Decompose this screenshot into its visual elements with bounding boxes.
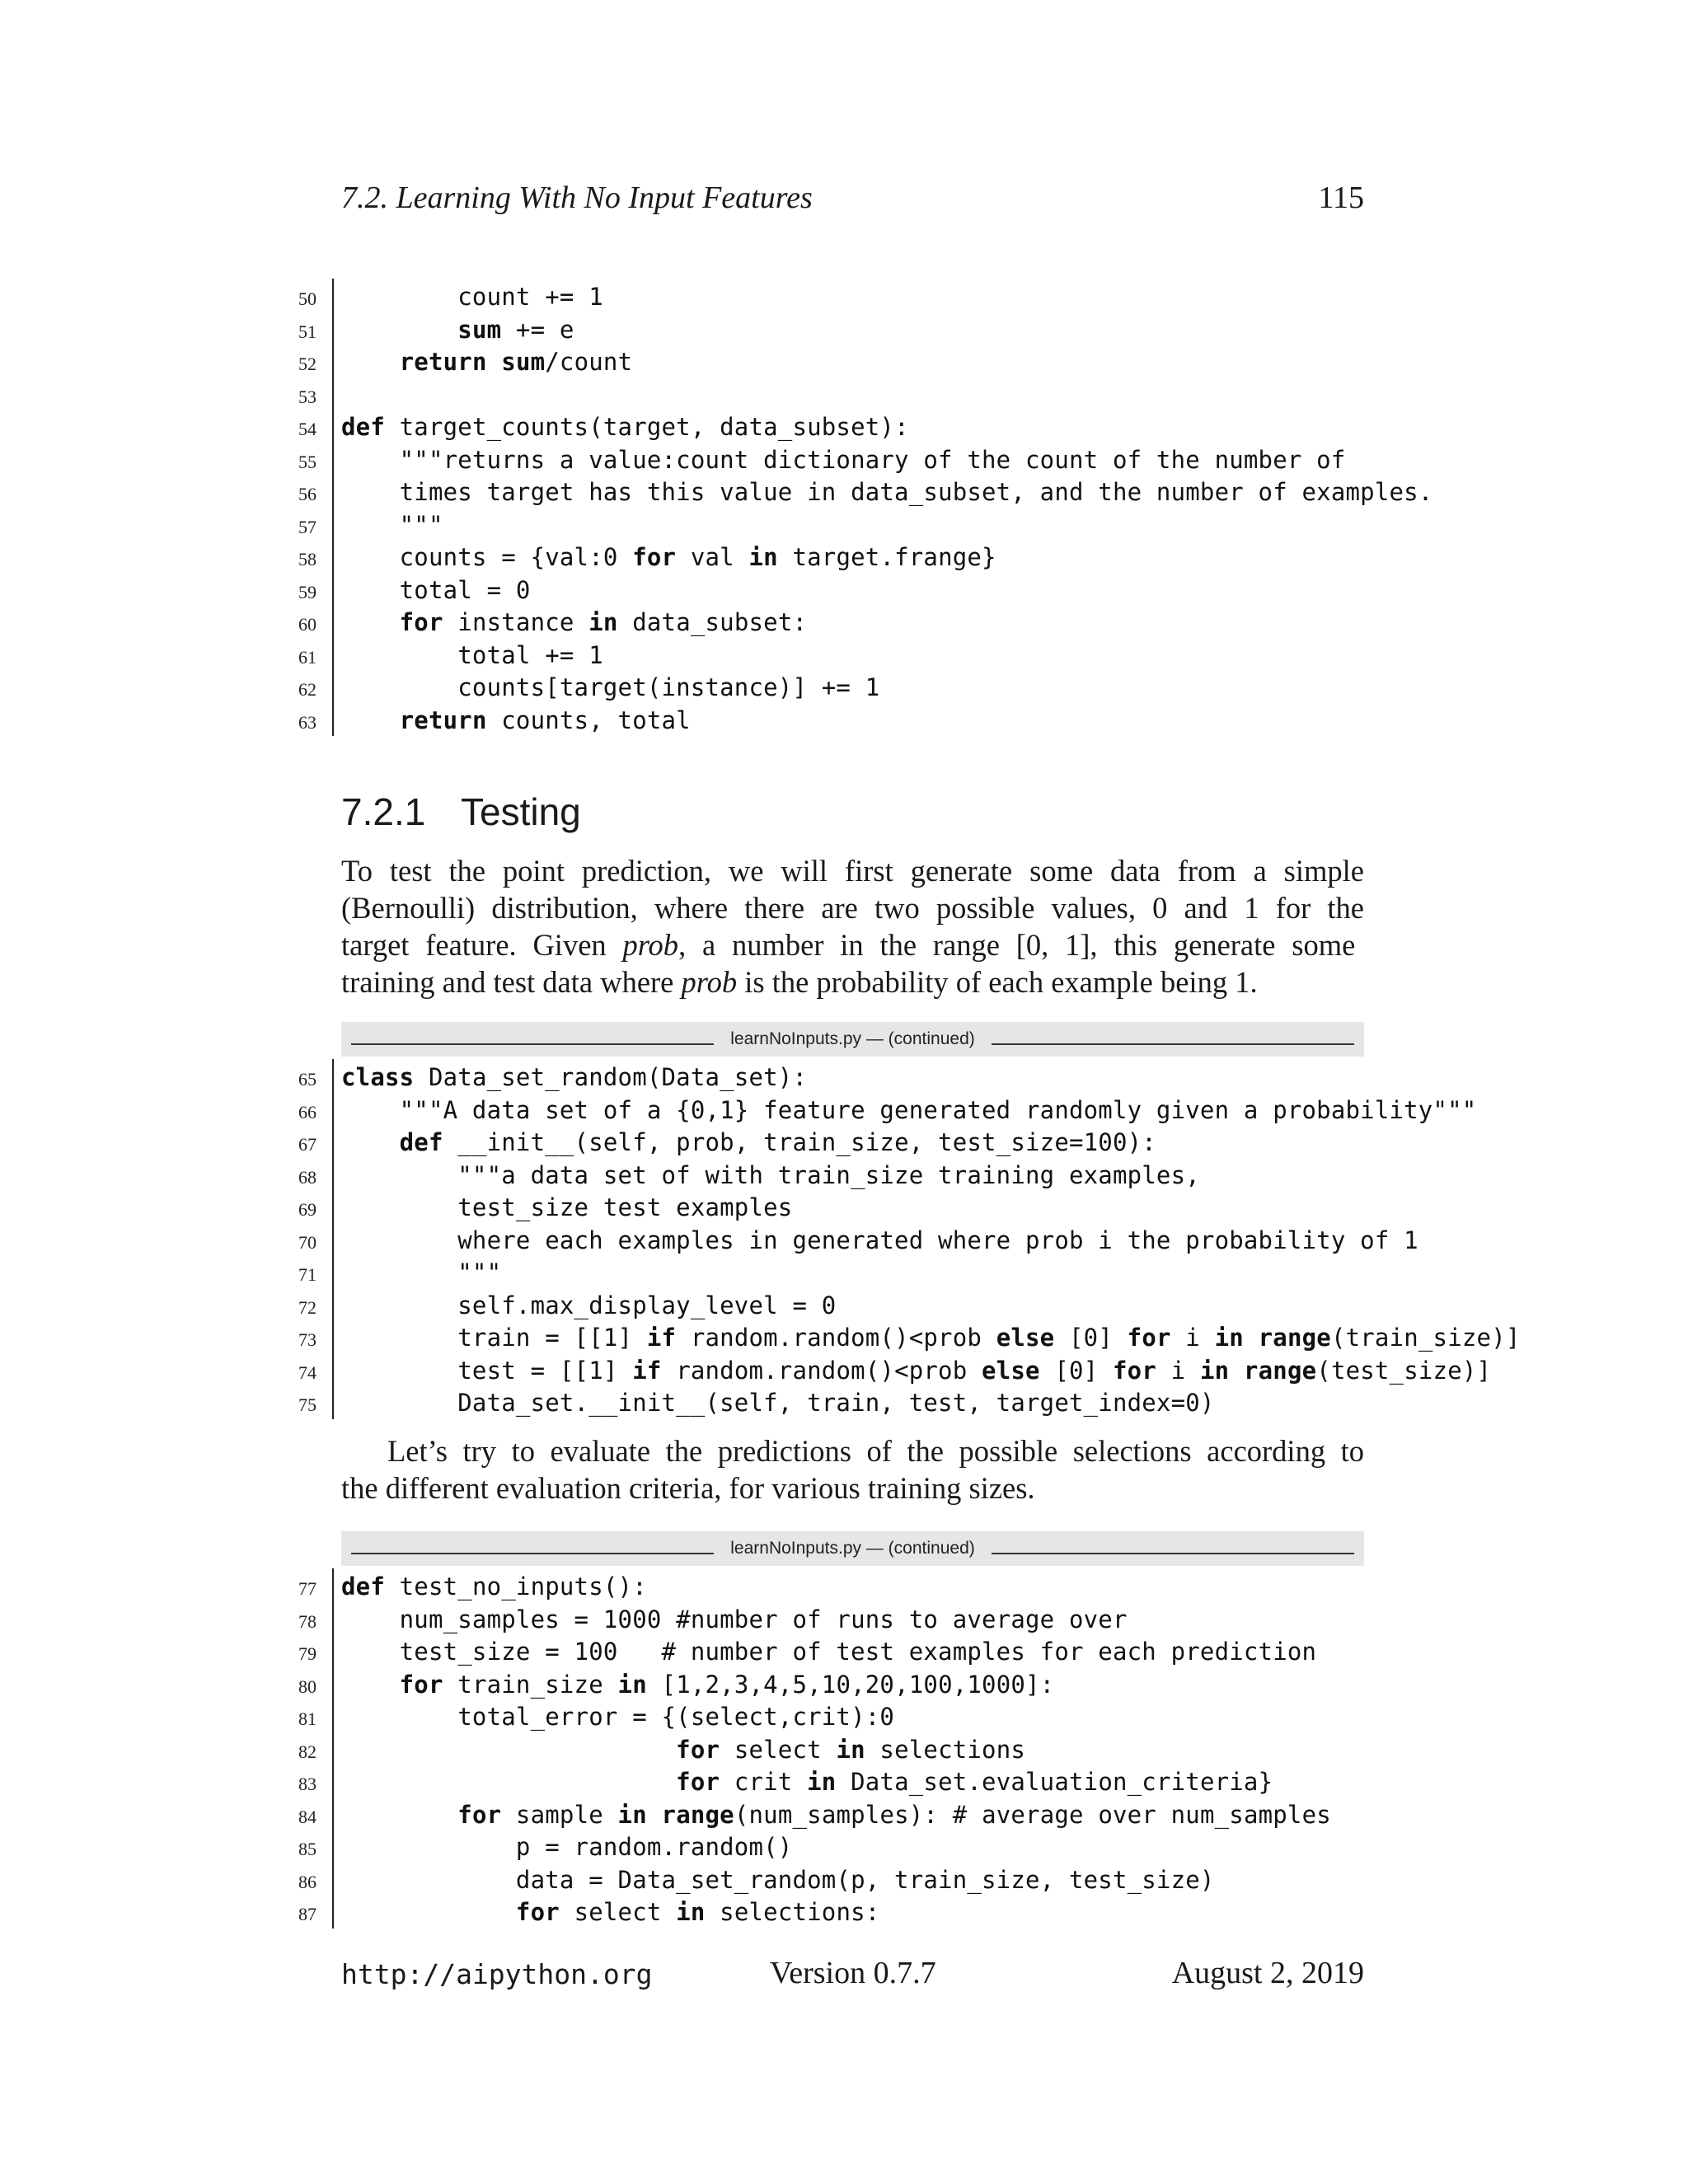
line-number: 83 <box>298 1774 316 1794</box>
code-line <box>0 639 1688 672</box>
line-number: 86 <box>298 1871 316 1892</box>
line-number: 56 <box>298 484 316 504</box>
paragraph-evaluation-intro <box>341 1432 1364 1507</box>
line-number: 78 <box>298 1610 316 1632</box>
keyword: else <box>996 1324 1055 1352</box>
keyword: for <box>1127 1324 1171 1352</box>
code-line <box>0 1126 1688 1159</box>
keyword: else <box>982 1356 1040 1385</box>
code-text: """ <box>341 510 443 539</box>
code-line <box>0 378 1688 411</box>
line-number: 50 <box>298 288 316 309</box>
line-number: 75 <box>298 1394 316 1415</box>
keyword: for <box>632 543 677 571</box>
code-line <box>0 1668 1688 1701</box>
code-text: count += 1 <box>341 283 603 311</box>
code-line <box>0 1896 1688 1929</box>
code-text: counts = {val:0 for val in target.frange} <box>341 543 996 571</box>
page-footer <box>341 1955 1364 1996</box>
line-number: 55 <box>298 451 316 472</box>
keyword: if <box>632 1356 662 1385</box>
footer-url: http://aipython.org <box>341 1958 653 1990</box>
line-number: 73 <box>298 1329 316 1350</box>
keyword: in <box>748 543 778 571</box>
code-text: return sum/count <box>399 348 633 376</box>
file-banner <box>341 1531 1364 1566</box>
section-number: 7.2.1 <box>341 790 426 833</box>
code-line <box>0 1635 1688 1668</box>
code-text: Data_set.__init__(self, train, test, target_index=0) <box>341 1389 1215 1417</box>
code-line <box>0 1570 1688 1603</box>
line-number: 65 <box>298 1069 316 1090</box>
keyword: class <box>341 1063 415 1091</box>
code-text: """a data set of with train_size training examples, <box>341 1160 1200 1189</box>
paragraph-line: To test the point prediction, we will first generate some data from a simple <box>341 854 1364 888</box>
code-text: test_size test examples <box>341 1193 793 1221</box>
code-text: class Data_set_random(Data_set): <box>341 1063 808 1091</box>
code-line <box>0 1094 1688 1127</box>
code-gutter-rule <box>332 1059 334 1419</box>
line-number: 70 <box>298 1231 316 1253</box>
paragraph-line: (Bernoulli) distribution, where there are two possible values, 0 and 1 for the <box>341 891 1364 925</box>
line-number: 77 <box>298 1578 316 1599</box>
code-text: for sample in range(num_samples): # average over num_samples <box>457 1800 1331 1829</box>
paragraph-line: Let’s try to evaluate the predictions of the possible selections according to <box>387 1434 1364 1468</box>
section-heading <box>341 790 581 834</box>
code-line <box>0 1798 1688 1831</box>
code-text: sum += e <box>457 315 574 344</box>
code-text: for instance in data_subset: <box>399 608 808 636</box>
chapter-section-title: 7.2. Learning With No Input Features <box>341 180 813 215</box>
code-line <box>0 1700 1688 1733</box>
section-title: Testing <box>461 790 581 833</box>
line-number: 62 <box>298 679 316 700</box>
code-text: num_samples = 1000 #number of runs to average over <box>341 1605 1128 1633</box>
footer-date: August 2, 2019 <box>1171 1956 1364 1990</box>
code-text: self.max_display_level = 0 <box>341 1291 837 1319</box>
keyword: range <box>661 1800 734 1829</box>
code-line <box>0 1256 1688 1289</box>
code-line <box>0 280 1688 313</box>
code-gutter-rule <box>332 1568 334 1929</box>
line-number: 52 <box>298 354 316 374</box>
code-line <box>0 1765 1688 1798</box>
code-text: train = [[1] if random.random()<prob else [0] for i in range(train_size)] <box>341 1324 1521 1352</box>
line-number: 79 <box>298 1643 316 1664</box>
line-number: 61 <box>298 646 316 668</box>
code-line <box>0 1386 1688 1419</box>
keyword: in <box>617 1800 647 1829</box>
code-line <box>0 345 1688 378</box>
code-line <box>0 606 1688 639</box>
keyword: for <box>515 1898 560 1926</box>
code-gutter-rule <box>332 279 334 736</box>
keyword: range <box>1243 1356 1317 1385</box>
line-number: 63 <box>298 711 316 733</box>
code-line <box>0 1061 1688 1094</box>
code-text: def __init__(self, prob, train_size, test_size=100): <box>399 1128 1156 1156</box>
keyword: sum <box>501 348 546 376</box>
paragraph-line: training and test data where prob is the probability of each example being 1. <box>341 965 1258 999</box>
code-line <box>0 1354 1688 1387</box>
line-number: 72 <box>298 1296 316 1318</box>
keyword: in <box>588 608 618 636</box>
page-number: 115 <box>1318 180 1364 215</box>
code-line <box>0 410 1688 443</box>
code-text: for select in selections <box>676 1735 1026 1764</box>
code-text: for train_size in [1,2,3,4,5,10,20,100,1000]: <box>399 1670 1055 1699</box>
code-text: data = Data_set_random(p, train_size, test_size) <box>341 1865 1215 1894</box>
keyword: return <box>399 705 487 734</box>
code-line <box>0 1321 1688 1354</box>
line-number: 82 <box>298 1741 316 1762</box>
line-number: 84 <box>298 1806 316 1827</box>
keyword: for <box>676 1768 720 1796</box>
code-line <box>0 1603 1688 1636</box>
code-line <box>0 1289 1688 1322</box>
keyword: if <box>646 1324 677 1352</box>
footer-version: Version 0.7.7 <box>770 1956 936 1990</box>
keyword: for <box>1113 1356 1156 1385</box>
code-line <box>0 1191 1688 1224</box>
keyword: def <box>341 1572 385 1601</box>
code-line <box>0 704 1688 737</box>
code-text: """ <box>341 1258 502 1286</box>
line-number: 53 <box>298 386 316 407</box>
file-banner <box>341 1022 1364 1057</box>
code-text: return counts, total <box>399 705 691 734</box>
paragraph-line: target feature. Given prob, a number in the range [0, 1], this generate some <box>341 928 1356 962</box>
paragraph-line: the different evaluation criteria, for various training sizes. <box>341 1471 1035 1505</box>
line-number: 54 <box>298 419 316 439</box>
keyword: in <box>676 1898 706 1926</box>
line-number: 60 <box>298 614 316 635</box>
keyword: in <box>1199 1356 1230 1385</box>
code-line <box>0 313 1688 346</box>
code-line <box>0 476 1688 509</box>
keyword: return <box>399 348 487 376</box>
code-line <box>0 509 1688 541</box>
code-line <box>0 574 1688 607</box>
running-head <box>341 180 1364 223</box>
keyword: in <box>1214 1324 1244 1352</box>
keyword: for <box>457 1800 502 1829</box>
paragraph-testing-intro <box>341 852 1364 1001</box>
code-text: p = random.random() <box>341 1833 793 1861</box>
line-number: 66 <box>298 1101 316 1122</box>
line-number: 68 <box>298 1166 316 1188</box>
keyword: def <box>399 1128 443 1156</box>
keyword: range <box>1258 1324 1331 1352</box>
code-text: counts[target(instance)] += 1 <box>341 673 880 701</box>
code-text: total = 0 <box>341 575 531 604</box>
code-line <box>0 1733 1688 1766</box>
line-number: 58 <box>298 549 316 569</box>
code-line <box>0 443 1688 476</box>
line-number: 71 <box>298 1264 316 1285</box>
file-banner-label: learnNoInputs.py — (continued) <box>730 1539 975 1558</box>
keyword: in <box>807 1768 837 1796</box>
line-number: 81 <box>298 1708 316 1729</box>
code-text: for select in selections: <box>515 1898 880 1926</box>
keyword: def <box>341 413 385 441</box>
code-text: """A data set of a {0,1} feature generated randomly given a probability""" <box>341 1095 1477 1124</box>
line-number: 67 <box>298 1134 316 1155</box>
line-number: 87 <box>298 1904 316 1924</box>
code-text: def target_counts(target, data_subset): <box>341 413 909 441</box>
line-number: 69 <box>298 1199 316 1220</box>
code-text: test_size = 100 # number of test examples for each prediction <box>341 1638 1317 1666</box>
code-text: def test_no_inputs(): <box>341 1572 647 1601</box>
line-number: 59 <box>298 581 316 602</box>
code-line <box>0 1224 1688 1257</box>
keyword: in <box>617 1670 647 1699</box>
keyword: for <box>676 1735 720 1764</box>
keyword: in <box>836 1735 865 1764</box>
code-line <box>0 671 1688 704</box>
code-line <box>0 541 1688 574</box>
code-text: for crit in Data_set.evaluation_criteria} <box>676 1768 1273 1796</box>
line-number: 74 <box>298 1361 316 1383</box>
line-number: 85 <box>298 1839 316 1859</box>
keyword: sum <box>457 315 502 344</box>
code-line <box>0 1830 1688 1863</box>
line-number: 57 <box>298 516 316 537</box>
code-line <box>0 1863 1688 1896</box>
code-text: times target has this value in data_subset, and the number of examples. <box>341 478 1433 506</box>
code-text: total += 1 <box>341 640 603 669</box>
keyword: for <box>399 1670 443 1699</box>
file-banner-label: learnNoInputs.py — (continued) <box>730 1029 975 1048</box>
code-text: """returns a value:count dictionary of the count of the number of <box>341 445 1346 474</box>
code-text: where each examples in generated where prob i the probability of 1 <box>341 1226 1418 1254</box>
code-text: total_error = {(select,crit):0 <box>341 1703 895 1731</box>
code-line <box>0 1159 1688 1192</box>
code-text: test = [[1] if random.random()<prob else [0] for i in range(test_size)] <box>341 1356 1492 1385</box>
line-number: 51 <box>298 321 316 342</box>
keyword: for <box>399 608 443 636</box>
line-number: 80 <box>298 1675 316 1697</box>
